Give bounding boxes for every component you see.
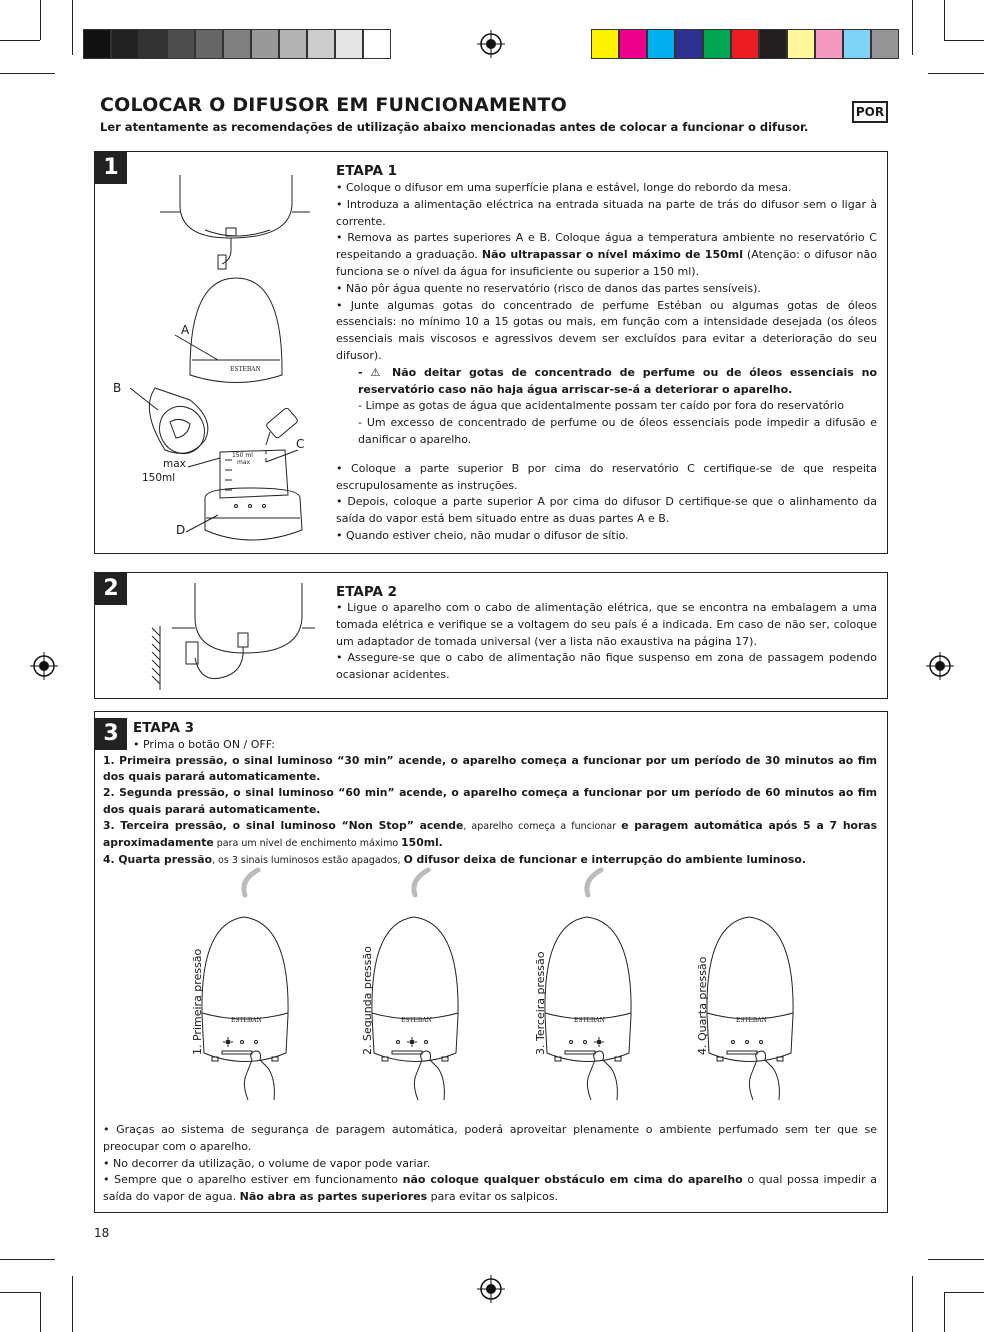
crop-mark — [40, 0, 41, 40]
press-label: 4. Quarta pressão — [696, 956, 709, 1055]
diffuser-illustration — [190, 865, 310, 1120]
grayscale-swatch — [279, 29, 307, 59]
press-label: 1. Primeira pressão — [191, 948, 204, 1055]
color-swatch — [647, 29, 675, 59]
color-swatch — [731, 29, 759, 59]
crop-mark — [0, 1292, 40, 1293]
part-label-b: B — [113, 381, 122, 395]
step-3-list — [103, 753, 877, 869]
step-2-illustration — [150, 578, 330, 693]
step-1-detail-1: - Limpe as gotas de água que acidentalmente possam ter caído por fora do reservatório — [358, 399, 844, 413]
page-subtitle: Ler atentamente as recomendações de utilização abaixo mencionadas antes de colocar a funcionar o difusor. — [100, 120, 809, 134]
step-1-text — [336, 180, 877, 545]
color-swatch — [843, 29, 871, 59]
color-swatch — [619, 29, 647, 59]
crop-mark — [944, 1292, 984, 1293]
step-1-p2: • Introduza a alimentação eléctrica na entrada situada na parte de trás do difusor sem o ligar à corrente. — [336, 197, 877, 228]
language-badge: POR — [852, 101, 888, 123]
grayscale-swatch — [335, 29, 363, 59]
step-2-heading: ETAPA 2 — [336, 584, 398, 600]
diffuser-illustration — [695, 865, 815, 1120]
part-label-a: A — [181, 323, 190, 337]
registration-mark-icon — [477, 1275, 505, 1303]
crop-mark — [912, 1276, 913, 1332]
registration-mark-icon — [477, 30, 505, 58]
crop-mark — [928, 73, 984, 74]
step-3-note-3: • Sempre que o aparelho estiver em funcionamento não coloque qualquer obstáculo em cima do aparelho o qual possa impedir a saída do vapor de agua. Não abra as partes superiores para evitar os salpicos. — [103, 1173, 877, 1204]
step-1-p6: • Coloque a parte superior B por cima do reservatório C certifique-se de que respeita escrupulosamente as instruções. — [336, 461, 877, 492]
crop-mark — [0, 73, 55, 74]
crop-mark — [0, 1259, 55, 1260]
step-1-heading: ETAPA 1 — [336, 163, 398, 179]
step-1-illustration — [110, 160, 330, 545]
step-2-number: 2 — [95, 573, 127, 605]
step-1-p7: • Depois, coloque a parte superior A por cima do difusor D certifique-se que o alinhamento da saída do vapor está bem situado entre as duas partes A e B. — [336, 495, 877, 526]
page-title: COLOCAR O DIFUSOR EM FUNCIONAMENTO — [100, 94, 567, 116]
crop-mark — [944, 0, 945, 40]
brand-logo: ESTEBAN — [230, 366, 261, 373]
part-label-c: C — [296, 437, 305, 451]
step-1-p4: • Não pôr água quente no reservatório (risco de danos das partes sensíveis). — [336, 281, 761, 295]
max-volume-label: 150ml — [142, 472, 176, 484]
step-1-detail-2: - Um excesso de concentrado de perfume ou de óleos essenciais pode impedir a difusão e danificar o aparelho. — [358, 416, 877, 446]
step-1-p3: • Remova as partes superiores A e B. Coloque água a temperatura ambiente no reservatório C respeitando a graduação. Não ultrapassar o nível máximo de 150ml (Atenção: o difusor não funciona se o nível da água for insuficiente ou superior a 150 ml). — [336, 231, 877, 278]
grayscale-swatch — [307, 29, 335, 59]
diffuser-figure — [360, 865, 480, 1120]
crop-mark — [928, 1259, 984, 1260]
crop-mark — [72, 1276, 73, 1332]
press-label: 3. Terceira pressão — [534, 951, 547, 1055]
grayscale-swatch — [251, 29, 279, 59]
step-3-note-2: • No decorrer da utilização, o volume de vapor pode variar. — [103, 1156, 431, 1170]
diffuser-illustration — [533, 865, 653, 1120]
color-swatch — [591, 29, 619, 59]
crop-mark — [72, 0, 73, 55]
step-3-intro: • Prima o botão ON / OFF: — [133, 738, 275, 751]
registration-mark-icon — [30, 652, 58, 680]
step-2-p1: • Ligue o aparelho com o cabo de alimentação elétrica, que se encontra na embalagem a uma tomada elétrica e verifique se a voltagem do seu país é a indicada. Em caso de não ser, coloque um adaptador de tomada universal (ver a lista não exaustiva na página 17). — [336, 601, 877, 648]
grayscale-swatch — [83, 29, 111, 59]
step-3-footer-text — [103, 1122, 877, 1206]
brand-logo: ESTEBAN — [401, 1017, 432, 1024]
step-3-heading: ETAPA 3 — [133, 720, 195, 736]
step-1-number: 1 — [95, 152, 127, 184]
step-1-p1: • Coloque o difusor em uma superfície plana e estável, longe do rebordo da mesa. — [336, 181, 792, 194]
step-3-item-2: 2. Segunda pressão, o sinal luminoso “60 min” acende, o aparelho começa a funcionar por um período de 60 minutos ao fim dos quais parará automaticamente. — [103, 786, 877, 816]
crop-mark — [0, 40, 40, 41]
step-3-number: 3 — [95, 718, 127, 750]
tank-volume-mark: 150 ml — [232, 452, 253, 459]
registration-mark-icon — [926, 652, 954, 680]
grayscale-swatch — [139, 29, 167, 59]
grayscale-swatch — [111, 29, 139, 59]
diffuser-figure — [533, 865, 653, 1120]
step-2-text — [336, 600, 877, 684]
step-1-p8: • Quando estiver cheio, não mudar o difusor de sítio. — [336, 528, 629, 542]
grayscale-swatch — [223, 29, 251, 59]
color-swatch — [703, 29, 731, 59]
step-3-item-4: 4. Quarta pressão, os 3 sinais luminosos estão apagados, O difusor deixa de funcionar e interrupção do ambiente luminoso. — [103, 853, 806, 867]
brand-logo: ESTEBAN — [736, 1017, 767, 1024]
color-swatch — [787, 29, 815, 59]
diffuser-figure — [190, 865, 310, 1120]
brand-logo: ESTEBAN — [231, 1017, 262, 1024]
step-2-p2: • Assegure-se que o cabo de alimentação não fique suspenso em zona de passagem podendo ocasionar acidentes. — [336, 651, 877, 682]
crop-mark — [40, 1292, 41, 1332]
color-swatch — [675, 29, 703, 59]
diffuser-figure — [695, 865, 815, 1120]
grayscale-swatch — [363, 29, 391, 59]
max-label: max — [163, 458, 186, 470]
grayscale-swatch — [167, 29, 195, 59]
step-3-item-1: 1. Primeira pressão, o sinal luminoso “30 min” acende, o aparelho começa a funcionar por um período de 30 minutos ao fim dos quais parará automaticamente. — [103, 754, 877, 784]
crop-mark — [944, 1292, 945, 1332]
color-swatch — [871, 29, 899, 59]
crop-mark — [944, 40, 984, 41]
step-3-item-3: 3. Terceira pressão, o sinal luminoso “Non Stop” acende, aparelho começa a funcionar e paragem automática após 5 a 7 horas aproximadamente para um nível de enchimento máximo 150ml. — [103, 818, 877, 850]
grayscale-swatch — [195, 29, 223, 59]
page-number: 18 — [94, 1226, 110, 1240]
crop-mark — [912, 0, 913, 55]
press-label: 2. Segunda pressão — [361, 946, 374, 1055]
color-swatch — [815, 29, 843, 59]
brand-logo: ESTEBAN — [574, 1017, 605, 1024]
step-1-p5: • Junte algumas gotas do concentrado de perfume Estéban ou algumas gotas de óleos essenciais: no mínimo 10 a 15 gotas ou mais, em função com a intensidade desejada (os óleos essenciais mais viscosos e agressivos devem ser excluídos para evitar a deterioração do seu difusor). — [336, 298, 877, 362]
step-3-note-1: • Graças ao sistema de segurança de paragem automática, poderá aproveitar plenamente o ambiente perfumado sem ter que se preocupar com o aparelho. — [103, 1123, 877, 1153]
tank-max-mark: max — [237, 459, 251, 466]
color-swatch — [759, 29, 787, 59]
step-1-warning: - ⚠ Não deitar gotas de concentrado de perfume ou de óleos essenciais no reservatório caso não haja água arriscar-se-á a deteriorar o aparelho. — [358, 365, 877, 396]
diffuser-illustration — [360, 865, 480, 1120]
part-label-d: D — [176, 523, 186, 537]
